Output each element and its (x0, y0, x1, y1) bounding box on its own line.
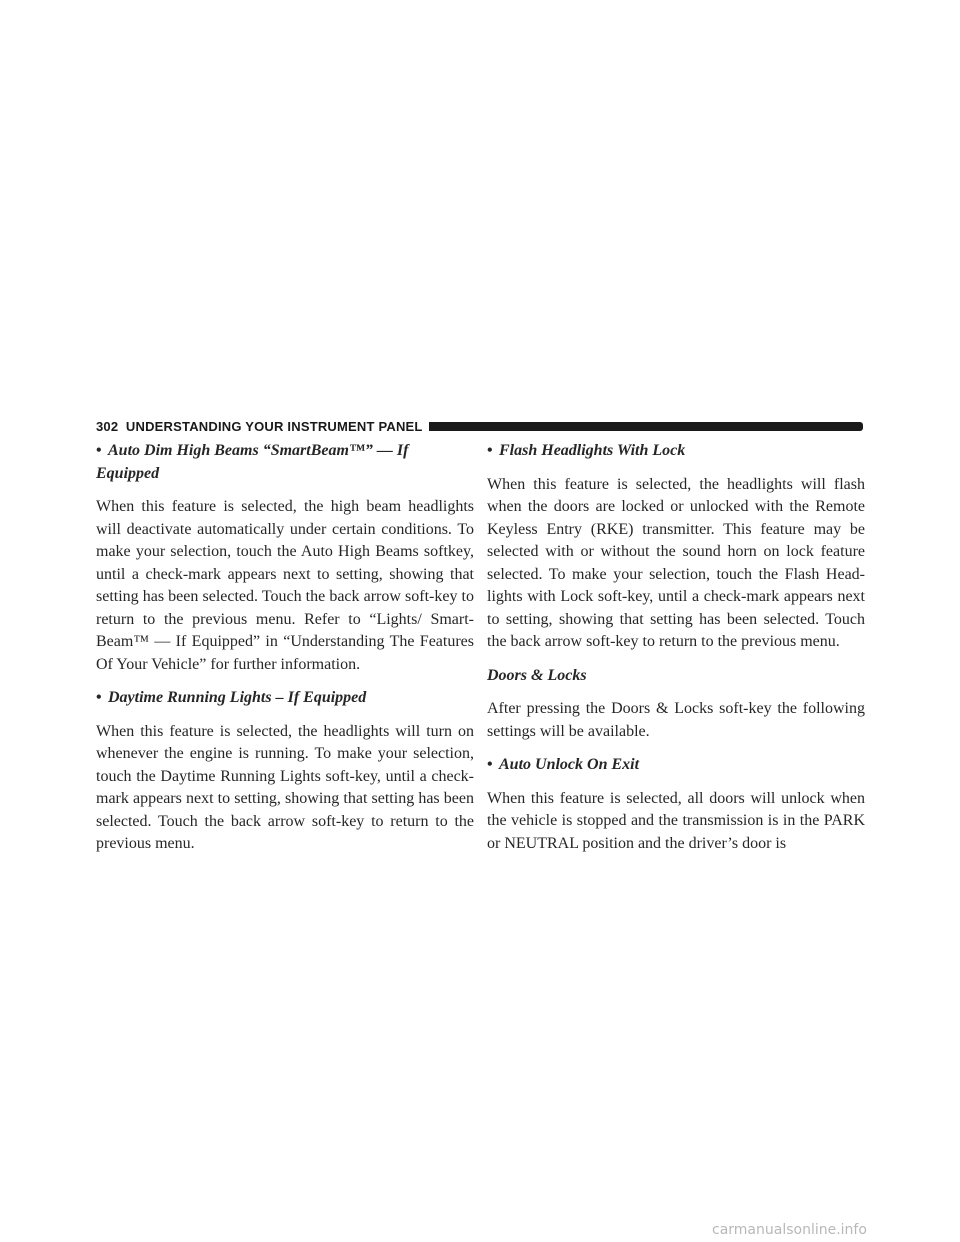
paragraph-flash-headlights-with-lock: When this feature is selected, the headlights will flash when the doors are locked or unlocked with the Remote Keyless Entry (RKE) transmitter. This feature may be selected with or without the sound horn on lock feature selected. To make your selection, touch the Flash Head-lights with Lock soft-key, until a check-mark appears next to setting, showing that setting has been selected. Touch the back arrow soft-key to return to the previous menu. (487, 475, 865, 650)
heading-auto-dim-high-beams: • Auto Dim High Beams “SmartBeam™” — If Equipped (96, 442, 409, 482)
section-title: UNDERSTANDING YOUR INSTRUMENT PANEL (125, 418, 423, 434)
heading-flash-headlights-with-lock: • Flash Headlights With Lock (487, 440, 865, 463)
paragraph-daytime-running-lights: When this feature is selected, the headlights will turn on whenever the engine is running. To make your selection, touch the Daytime Running Lights soft-key, until a check-mark appears next to setting, showing that setting has been selected. Touch the back arrow soft-key to return to the previous menu. (96, 722, 474, 852)
bullet: • (487, 442, 493, 459)
paragraph-auto-unlock-on-exit: When this feature is selected, all doors will unlock when the vehicle is stopped and the transmission is in the PARK or NEUTRAL position and the driver’s door is (487, 789, 865, 852)
heading-auto-unlock-on-exit: • Auto Unlock On Exit (487, 754, 865, 777)
bullet: • (96, 689, 102, 706)
paragraph-auto-dim-high-beams: When this feature is selected, the high beam headlights will deactivate automatically under certain conditions. To make your selection, touch the Auto High Beams softkey, until a check-mark appears next to setting, showing that setting has been selected. Touch the back arrow soft-key to return to the previous menu. Refer to “Lights/ Smart-Beam™ — If Equipped” in “Understanding The Features Of Your Vehicle” for further information. (96, 498, 474, 673)
bullet: • (487, 756, 493, 773)
page-number: 302 (96, 418, 119, 434)
bullet: • (96, 442, 102, 459)
watermark: carmanualsonline.info (712, 1222, 867, 1238)
left-column (96, 440, 474, 867)
header-label (96, 419, 429, 434)
header-rule (429, 422, 863, 431)
paragraph-doors-and-locks: After pressing the Doors & Locks soft-key the following settings will be available. (487, 700, 865, 740)
right-column (487, 440, 865, 866)
heading-doors-and-locks: Doors & Locks (487, 666, 587, 684)
heading-daytime-running-lights: • Daytime Running Lights – If Equipped (96, 687, 474, 710)
page-header (96, 418, 863, 434)
